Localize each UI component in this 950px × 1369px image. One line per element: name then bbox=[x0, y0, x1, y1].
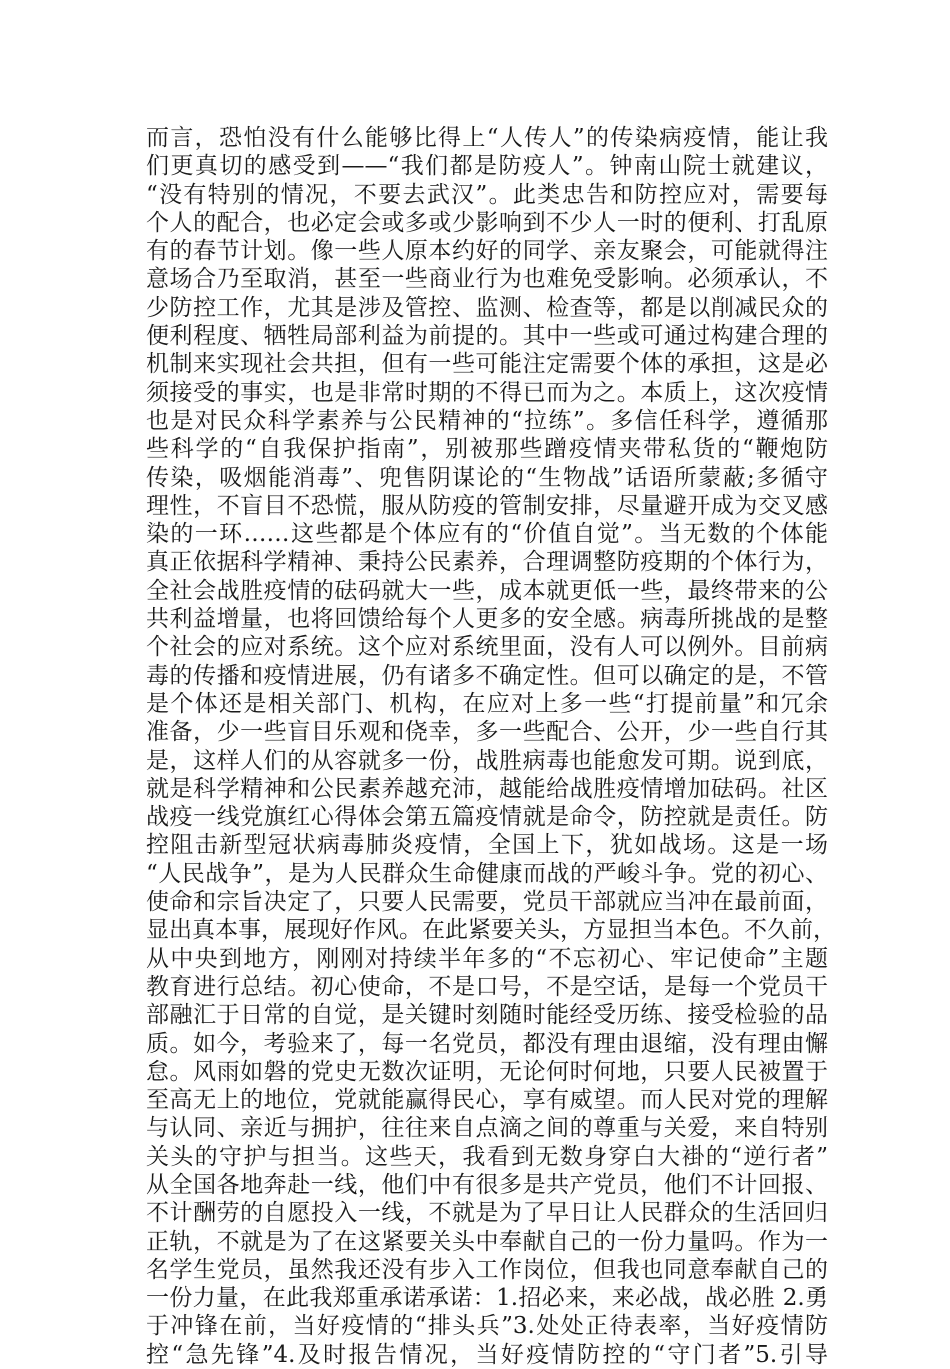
text-line: 准备，少一些盲目乐观和侥幸，多一些配合、公开，少一些自行其 bbox=[146, 719, 828, 746]
text-line: 是，这样人们的从容就多一份，战胜病毒也能愈发可期。说到底， bbox=[146, 747, 828, 774]
text-line: 从全国各地奔赴一线，他们中有很多是共产党员，他们不计回报、 bbox=[146, 1171, 828, 1198]
text-line: 就是科学精神和公民素养越充沛，越能给战胜疫情增加砝码。社区 bbox=[146, 775, 828, 802]
text-line: 正轨，不就是为了在这紧要关头中奉献自己的一份力量吗。作为一 bbox=[146, 1228, 828, 1255]
text-line: 意场合乃至取消，甚至一些商业行为也难免受影响。必须承认，不 bbox=[146, 266, 828, 293]
text-line: 至高无上的地位，党就能赢得民心，享有威望。而人民对党的理解 bbox=[146, 1087, 828, 1114]
text-line: 控“急先锋”4.及时报告情况，当好疫情防控的“守门者”5.引导 bbox=[146, 1341, 828, 1368]
text-line: 机制来实现社会共担，但有一些可能注定需要个体的承担，这是必 bbox=[146, 351, 828, 378]
text-line: 个人的配合，也必定会或多或少影响到不少人一时的便利、打乱原 bbox=[146, 209, 828, 236]
text-line: “人民战争”，是为人民群众生命健康而战的严峻斗争。党的初心、 bbox=[146, 860, 828, 887]
text-line: 于冲锋在前，当好疫情的“排头兵”3.处处正待表率，当好疫情防 bbox=[146, 1313, 828, 1340]
text-line: 质。如今，考验来了，每一名党员，都没有理由退缩，没有理由懈 bbox=[146, 1030, 828, 1057]
text-line: 个社会的应对系统。这个应对系统里面，没有人可以例外。目前病 bbox=[146, 634, 828, 661]
text-line: 是个体还是相关部门、机构，在应对上多一些“打提前量”和冗余 bbox=[146, 690, 828, 717]
text-line: 与认同、亲近与拥护，往往来自点滴之间的尊重与关爱，来自特别 bbox=[146, 1115, 828, 1142]
text-line: 一份力量，在此我郑重承诺承诺：1.招必来，来必战，战必胜 2.勇 bbox=[146, 1285, 828, 1312]
text-line: 毒的传播和疫情进展，仍有诸多不确定性。但可以确定的是，不管 bbox=[146, 662, 828, 689]
text-line: 而言，恐怕没有什么能够比得上“人传人”的传染病疫情，能让我 bbox=[146, 125, 828, 151]
text-line: 染的一环……这些都是个体应有的“价值自觉”。当无数的个体能 bbox=[146, 521, 828, 548]
text-line: 不计酬劳的自愿投入一线，不就是为了早日让人民群众的生活回归 bbox=[146, 1200, 828, 1227]
text-line: 须接受的事实，也是非常时期的不得已而为之。本质上，这次疫情 bbox=[146, 379, 828, 406]
text-line: 怠。风雨如磐的党史无数次证明，无论何时何地，只要人民被置于 bbox=[146, 1058, 828, 1085]
text-line: 部融汇于日常的自觉，是关键时刻随时能经受历练、接受检验的品 bbox=[146, 1002, 828, 1029]
text-line: 显出真本事，展现好作风。在此紧要关头，方显担当本色。不久前， bbox=[146, 917, 836, 944]
text-line: 传染，吸烟能消毒”、兜售阴谋论的“生物战”话语所蒙蔽;多循守 bbox=[146, 464, 828, 491]
text-line: 们更真切的感受到——“我们都是防疫人”。钟南山院士就建议， bbox=[146, 153, 828, 180]
text-line: 名学生党员，虽然我还没有步入工作岗位，但我也同意奉献自己的 bbox=[146, 1256, 828, 1283]
text-line: 理性，不盲目不恐慌，服从防疫的管制安排，尽量避开成为交叉感 bbox=[146, 492, 828, 519]
text-line: 教育进行总结。初心使命，不是口号，不是空话，是每一个党员干 bbox=[146, 973, 828, 1000]
text-line: 共利益增量，也将回馈给每个人更多的安全感。病毒所挑战的是整 bbox=[146, 606, 828, 633]
text-line: 战疫一线党旗红心得体会第五篇疫情就是命令，防控就是责任。防 bbox=[146, 804, 828, 831]
text-line: “没有特别的情况，不要去武汉”。此类忠告和防控应对，需要每 bbox=[146, 181, 828, 208]
text-line: 真正依据科学精神、秉持公民素养，合理调整防疫期的个体行为， bbox=[146, 549, 828, 576]
text-line: 全社会战胜疫情的砝码就大一些，成本就更低一些，最终带来的公 bbox=[146, 577, 828, 604]
text-line: 使命和宗旨决定了，只要人民需要，党员干部就应当冲在最前面， bbox=[146, 889, 828, 916]
text-line: 也是对民众科学素养与公民精神的“拉练”。多信任科学，遵循那 bbox=[146, 407, 828, 434]
text-line: 便利程度、牺牲局部利益为前提的。其中一些或可通过构建合理的 bbox=[146, 323, 828, 350]
text-line: 少防控工作，尤其是涉及管控、监测、检查等，都是以削减民众的 bbox=[146, 294, 828, 321]
text-line: 些科学的“自我保护指南”，别被那些蹭疫情夹带私货的“鞭炮防 bbox=[146, 436, 828, 463]
text-line: 关头的守护与担当。这些天，我看到无数身穿白大褂的“逆行者” bbox=[146, 1143, 828, 1170]
text-line: 控阻击新型冠状病毒肺炎疫情，全国上下，犹如战场。这是一场 bbox=[146, 832, 828, 859]
body-text bbox=[146, 124, 836, 1369]
text-line: 有的春节计划。像一些人原本约好的同学、亲友聚会，可能就得注 bbox=[146, 238, 828, 265]
text-line: 从中央到地方，刚刚对持续半年多的“不忘初心、牢记使命”主题 bbox=[146, 945, 828, 972]
